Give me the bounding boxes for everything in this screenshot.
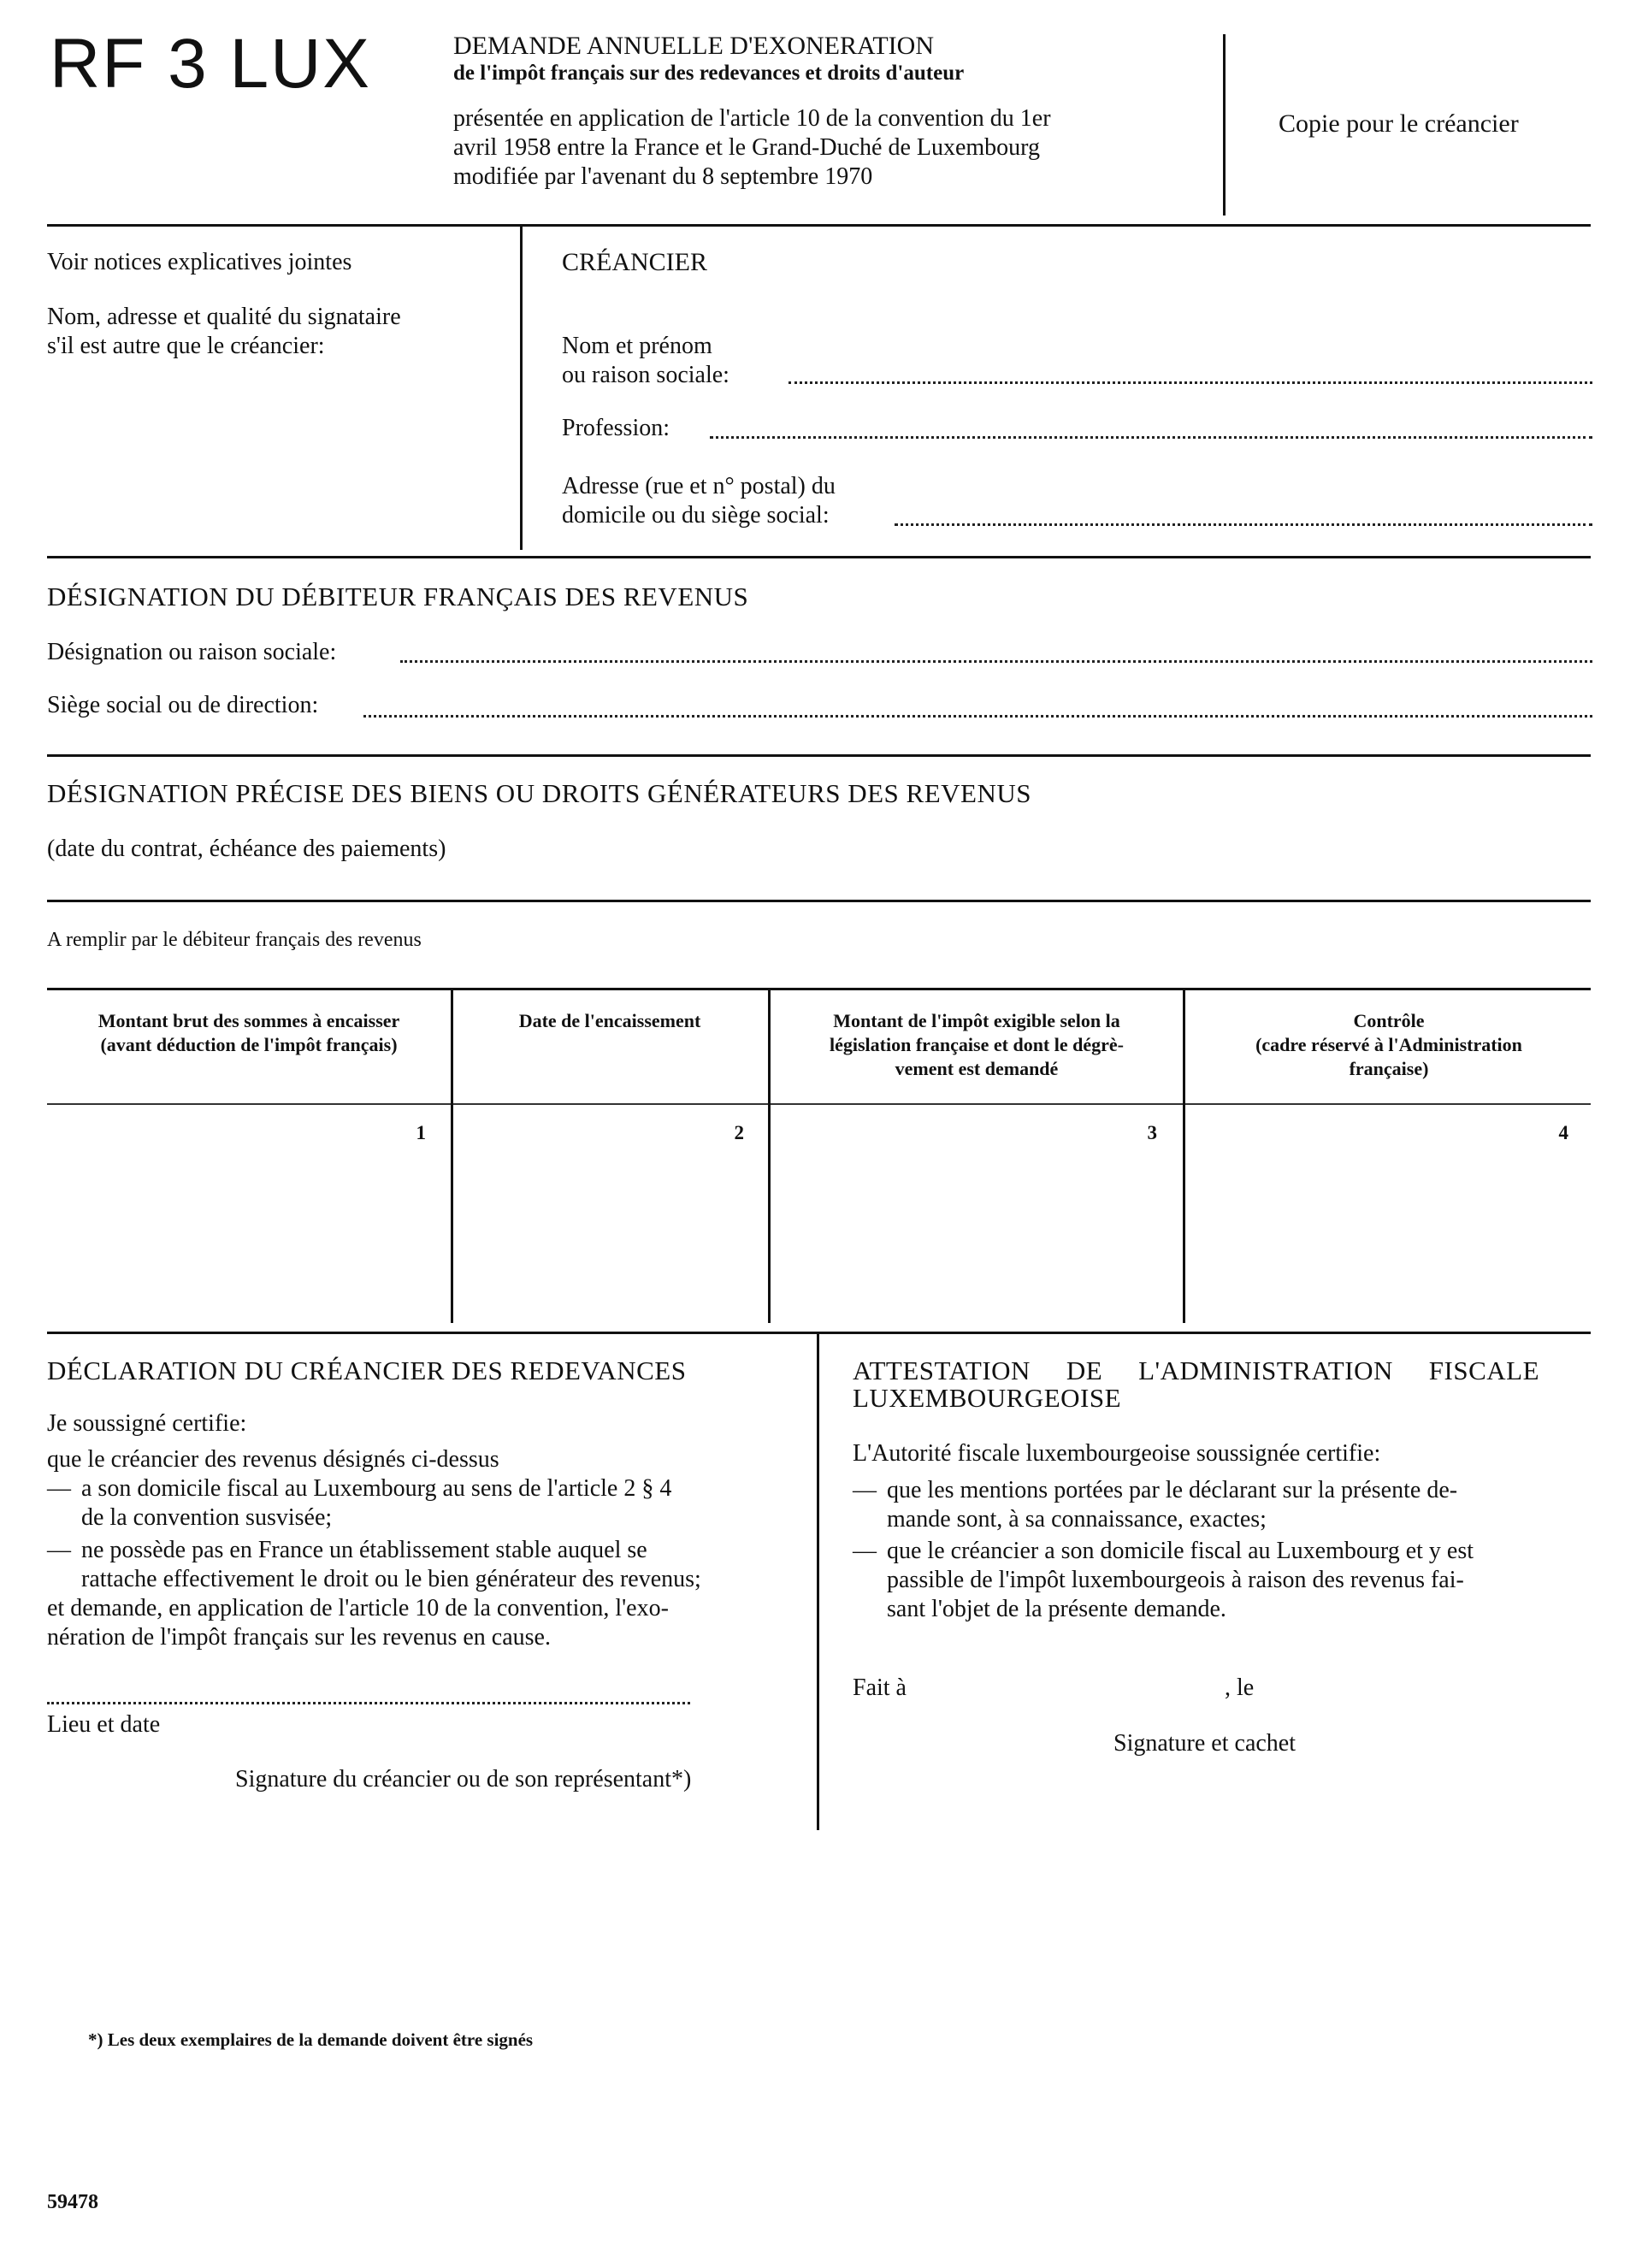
signatory-line-1: Nom, adresse et qualité du signataire — [47, 304, 401, 330]
table-col-number-2: 2 — [734, 1122, 744, 1143]
declaration-divider — [817, 1334, 819, 1830]
goods-heading: DÉSIGNATION PRÉCISE DES BIENS OU DROITS GÉNÉRATEURS DES REVENUS — [47, 778, 1031, 808]
debtor-designation-field[interactable] — [400, 660, 1592, 663]
table-caption: A remplir par le débiteur français des revenus — [47, 929, 422, 951]
table-header-1-line-1: Montant brut des sommes à encaisser — [97, 1010, 400, 1031]
table-header-4-line-1: Contrôle — [1353, 1010, 1425, 1031]
rule-header — [47, 224, 1591, 227]
table-header-1 — [51, 1009, 446, 1057]
table-cell-amount[interactable] — [51, 1150, 446, 1321]
debtor-designation-label: Désignation ou raison sociale: — [47, 639, 337, 665]
table-top-rule — [47, 988, 1591, 990]
creditor-name-label — [562, 332, 729, 390]
table-header-2 — [455, 1009, 765, 1033]
place-date-label: Lieu et date — [47, 1711, 161, 1738]
bullet-dash: — — [853, 1538, 877, 1564]
bullet-dash: — — [47, 1537, 71, 1563]
table-divider-3 — [1183, 989, 1185, 1323]
place-date-field[interactable] — [47, 1702, 690, 1704]
declaration-intro: que le créancier des revenus désignés ci-dessus — [47, 1446, 499, 1473]
declaration-request — [47, 1594, 800, 1652]
declaration-bullet-1-line-1: a son domicile fiscal au Luxembourg au sens de l'article 2 § 4 — [81, 1475, 672, 1502]
table-header-3-line-1: Montant de l'impôt exigible selon la — [833, 1010, 1120, 1031]
declaration-bullet-2-line-1: ne possède pas en France un établissement stable auquel se — [81, 1537, 647, 1563]
table-cell-control[interactable] — [1187, 1150, 1591, 1321]
made-at-label: Fait à — [853, 1674, 907, 1701]
declaration-certify: Je soussigné certifie: — [47, 1410, 247, 1437]
intro-line-1: présentée en application de l'article 10 de la convention du 1er — [453, 105, 1051, 132]
declaration-bullet-1-line-2: de la convention susvisée; — [81, 1504, 333, 1531]
table-header-3 — [774, 1009, 1179, 1081]
creditor-profession-field[interactable] — [710, 436, 1592, 439]
rule-debtor — [47, 754, 1591, 757]
bullet-dash: — — [853, 1477, 877, 1503]
intro-line-3: modifiée par l'avenant du 8 septembre 1970 — [453, 163, 873, 190]
table-col-number-3: 3 — [1147, 1122, 1157, 1143]
attestation-bullet-2 — [853, 1537, 1592, 1631]
creditor-name-line-2: ou raison sociale: — [562, 362, 729, 388]
attestation-bullet-2-line-3: sant l'objet de la présente demande. — [887, 1596, 1226, 1622]
declaration-request-line-2: nération de l'impôt français sur les revenus en cause. — [47, 1624, 551, 1651]
signatory-field[interactable] — [47, 368, 513, 539]
header-divider — [1223, 34, 1226, 216]
creditor-heading: CRÉANCIER — [562, 248, 708, 276]
made-at-field[interactable] — [932, 1672, 1214, 1703]
form-subtitle: de l'impôt français sur des redevances et droits d'auteur — [453, 62, 965, 85]
rule-goods — [47, 900, 1591, 902]
attestation-bullet-1 — [853, 1476, 1592, 1536]
table-header-bottom — [47, 1103, 1591, 1105]
table-header-4-line-3: française) — [1349, 1058, 1429, 1079]
signatory-label — [47, 303, 401, 361]
table-col-number-1: 1 — [416, 1122, 426, 1143]
notice-label: Voir notices explicatives jointes — [47, 249, 352, 275]
attestation-bullet-2-line-2: passible de l'impôt luxembourgeois à raison des revenus fai- — [887, 1567, 1464, 1593]
intro-line-2: avril 1958 entre la France et le Grand-Duché de Luxembourg — [453, 134, 1040, 161]
creditor-divider — [520, 227, 523, 550]
attestation-heading-line-1: ATTESTATION DE L'ADMINISTRATION FISCALE — [853, 1355, 1539, 1385]
declaration-heading: DÉCLARATION DU CRÉANCIER DES REDEVANCES — [47, 1355, 687, 1385]
table-divider-1 — [451, 989, 453, 1323]
creditor-signature-label: Signature du créancier ou de son représentant*) — [235, 1766, 692, 1793]
attestation-certify: L'Autorité fiscale luxembourgeoise soussignée certifie: — [853, 1440, 1381, 1467]
signatory-line-2: s'il est autre que le créancier: — [47, 333, 325, 359]
creditor-name-line-1: Nom et prénom — [562, 333, 712, 359]
table-divider-2 — [768, 989, 771, 1323]
authority-signature-label: Signature et cachet — [1113, 1730, 1296, 1757]
goods-subtitle: (date du contrat, échéance des paiements) — [47, 836, 446, 862]
goods-field[interactable] — [47, 865, 1591, 900]
bullet-dash: — — [47, 1475, 71, 1502]
creditor-address-line-1: Adresse (rue et n° postal) du — [562, 473, 836, 499]
attestation-bullet-1-line-2: mande sont, à sa connaissance, exactes; — [887, 1506, 1267, 1533]
attestation-heading — [853, 1357, 1539, 1412]
form-intro — [453, 104, 1196, 192]
declaration-bullet-2 — [47, 1536, 783, 1596]
made-on-field[interactable] — [1274, 1672, 1591, 1703]
rule-creditor — [47, 556, 1591, 558]
debtor-seat-label: Siège social ou de direction: — [47, 692, 319, 718]
creditor-address-field[interactable] — [895, 523, 1592, 526]
declaration-bullet-2-line-2: rattache effectivement le droit ou le bien générateur des revenus; — [81, 1566, 701, 1592]
attestation-bullet-1-line-1: que les mentions portées par le déclarant sur la présente de- — [887, 1477, 1458, 1503]
form-title: DEMANDE ANNUELLE D'EXONERATION — [453, 32, 935, 60]
creditor-name-field[interactable] — [789, 381, 1592, 384]
form-code: RF 3 LUX — [50, 25, 371, 103]
table-header-2-line-1: Date de l'encaissement — [518, 1010, 701, 1031]
declaration-bullet-1 — [47, 1474, 783, 1534]
table-cell-date[interactable] — [455, 1150, 765, 1321]
made-on-label: , le — [1225, 1674, 1255, 1701]
authority-signature-field[interactable] — [855, 1762, 1591, 1830]
table-header-4-line-2: (cadre réservé à l'Administration — [1255, 1034, 1522, 1055]
table-header-3-line-3: vement est demandé — [895, 1058, 1059, 1079]
creditor-signature-field[interactable] — [235, 1796, 783, 1830]
table-col-number-4: 4 — [1558, 1122, 1568, 1143]
debtor-seat-field[interactable] — [363, 715, 1592, 718]
table-header-4 — [1187, 1009, 1591, 1081]
creditor-address-label — [562, 472, 836, 530]
copy-label: Copie pour le créancier — [1279, 109, 1519, 138]
declaration-request-line-1: et demande, en application de l'article 10 de la convention, l'exo- — [47, 1595, 669, 1621]
table-header-3-line-2: législation française et dont le dégrè- — [830, 1034, 1124, 1055]
attestation-heading-line-2: LUXEMBOURGEOISE — [853, 1383, 1122, 1413]
creditor-address-line-2: domicile ou du siège social: — [562, 502, 830, 529]
table-cell-tax[interactable] — [774, 1150, 1179, 1321]
footnote: *) Les deux exemplaires de la demande doivent être signés — [88, 2029, 534, 2050]
debtor-heading: DÉSIGNATION DU DÉBITEUR FRANÇAIS DES REVENUS — [47, 582, 749, 611]
creditor-profession-label: Profession: — [562, 415, 670, 441]
form-number: 59478 — [47, 2191, 98, 2213]
attestation-bullet-2-line-1: que le créancier a son domicile fiscal au Luxembourg et y est — [887, 1538, 1474, 1564]
table-header-1-line-2: (avant déduction de l'impôt français) — [100, 1034, 398, 1055]
